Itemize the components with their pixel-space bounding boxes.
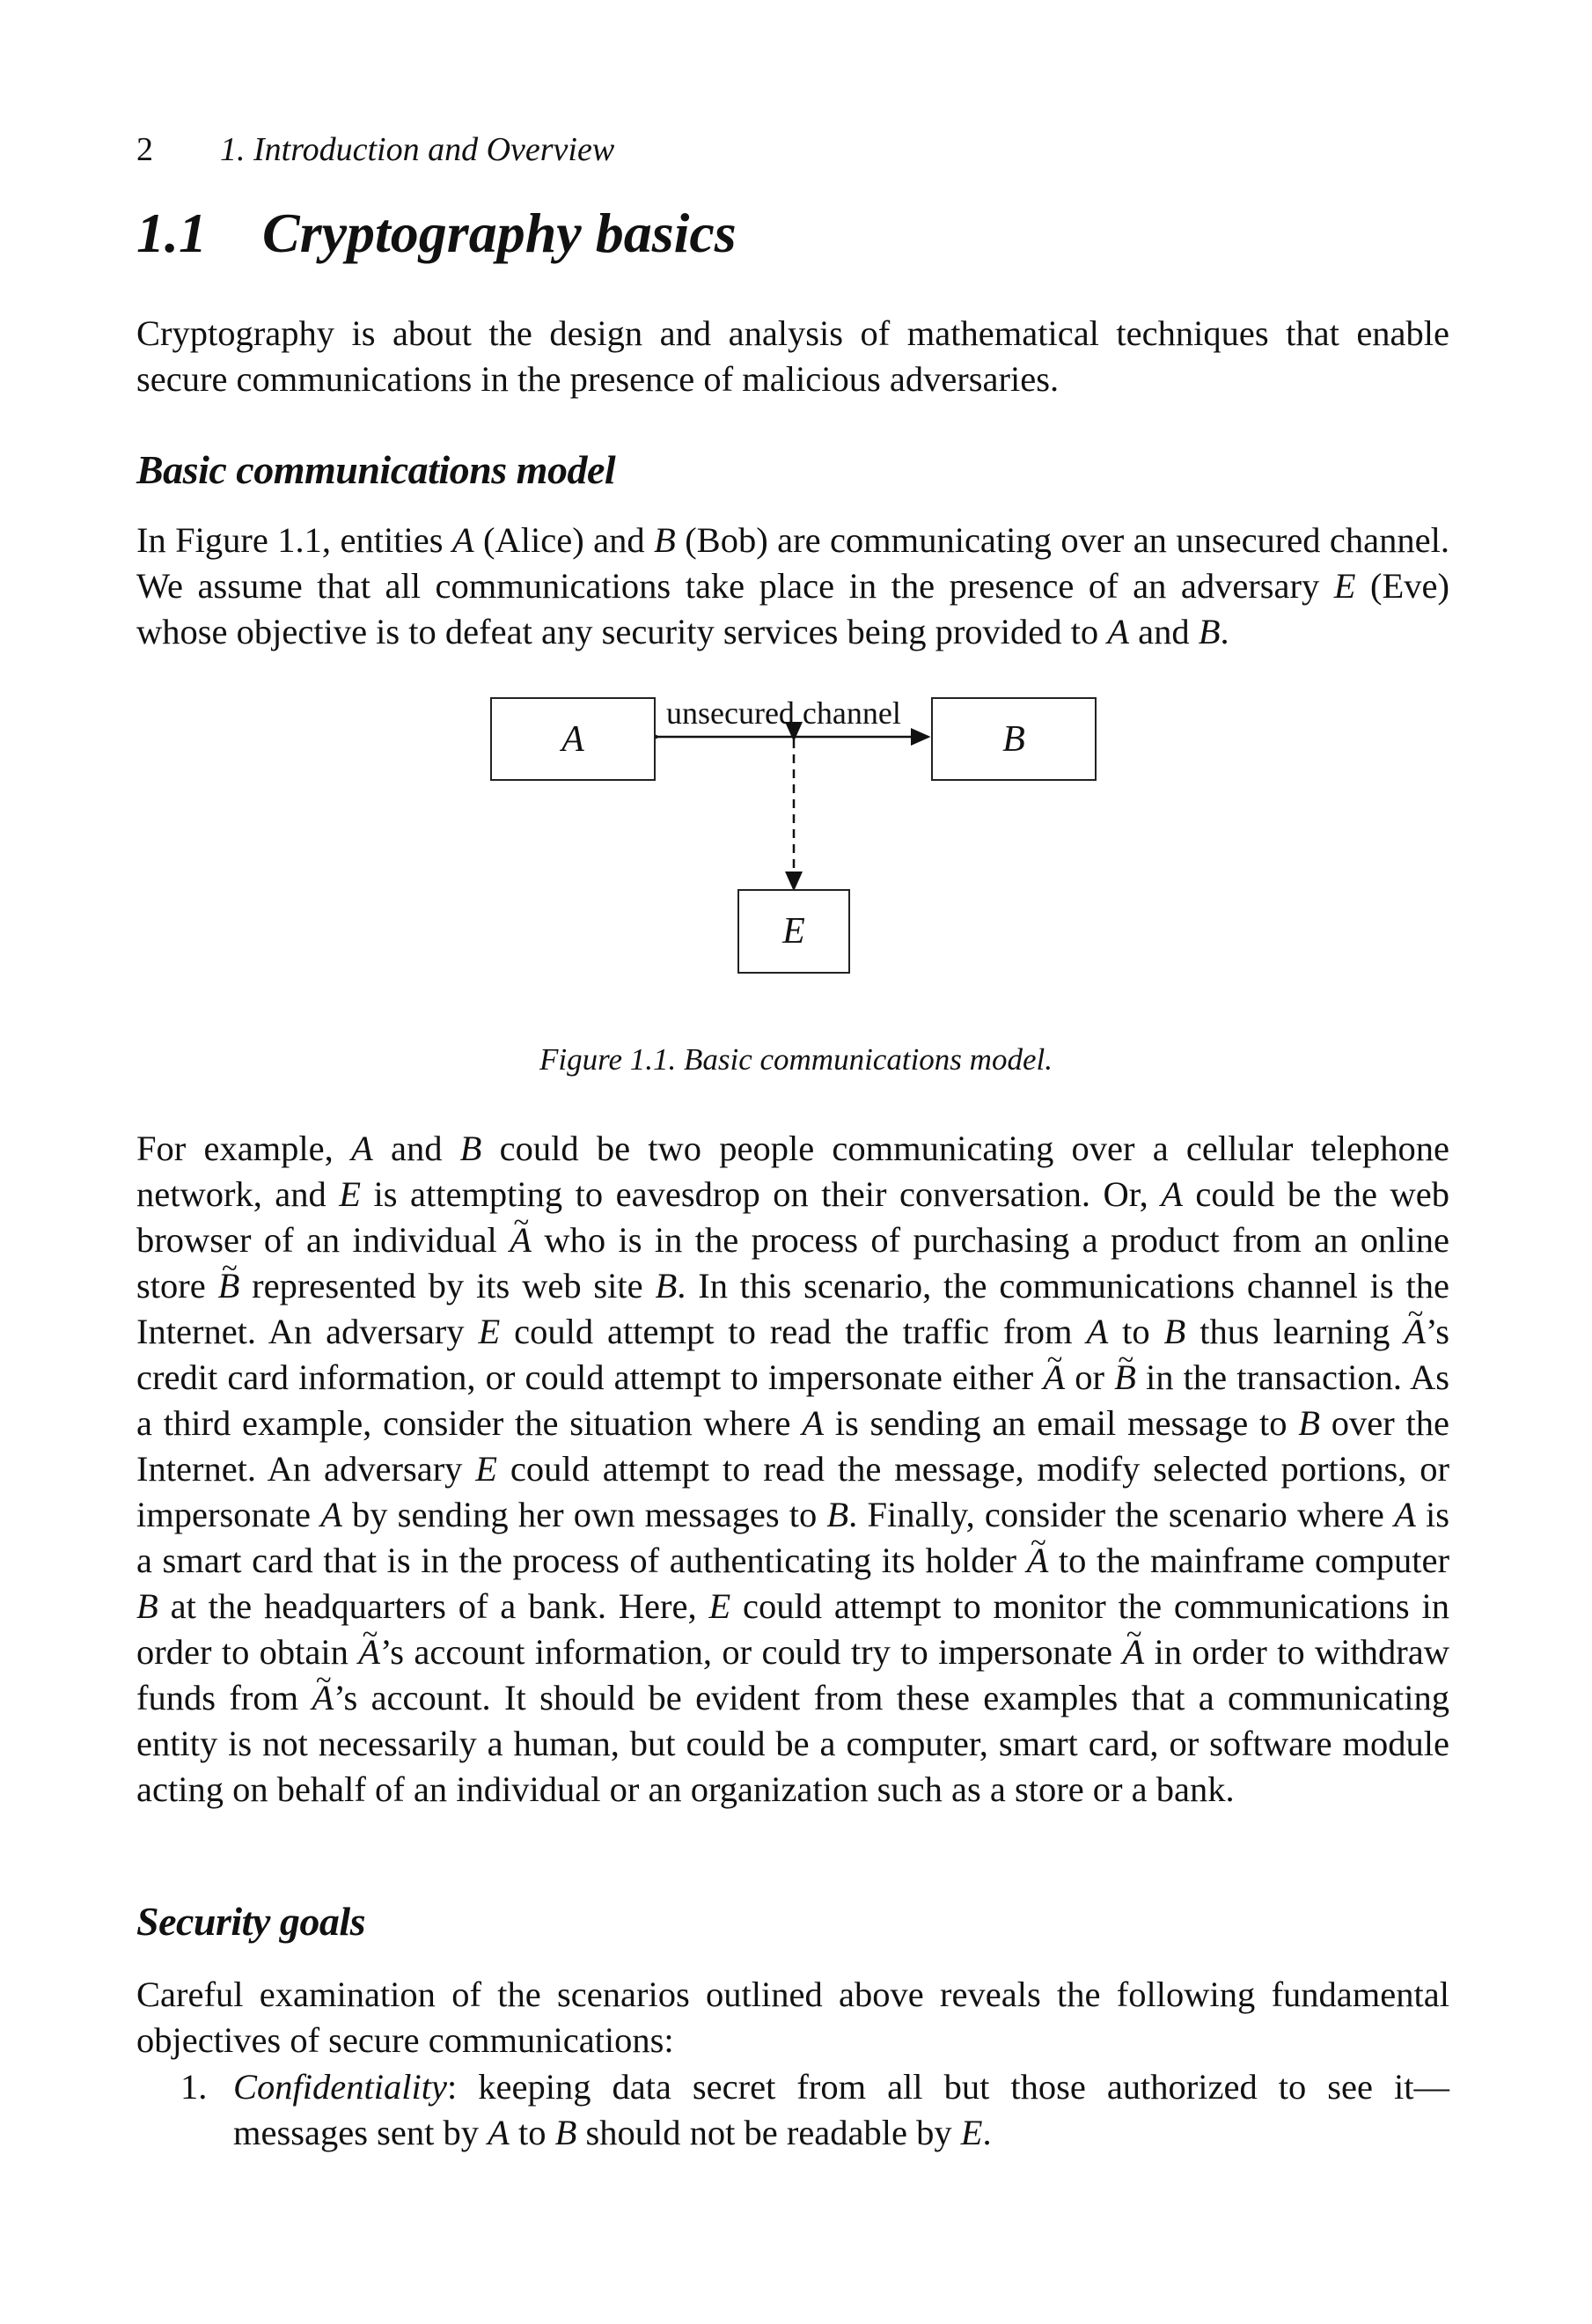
figure-communications-model (0, 687, 1592, 1004)
section-number: 1.1 (136, 202, 207, 264)
intro-paragraph: Cryptography is about the design and analysis of mathematical techniques that enable secure communications in the presence of malicious adversaries. (136, 313, 1449, 399)
subsection-heading-model: Basic communications model (136, 447, 616, 492)
entity-box-b: B (931, 697, 1097, 781)
channel-label: unsecured channel (666, 695, 901, 731)
list-item-number: 1. (180, 2067, 208, 2107)
section-heading (136, 201, 737, 266)
entity-box-a: A (490, 697, 656, 781)
running-title: 1. Introduction and Overview (220, 131, 615, 168)
goals-intro-paragraph: Careful examination of the scenarios outlined above reveals the following fundamental objectives of secure communications: (136, 1975, 1449, 2060)
subsection-heading-goals: Security goals (136, 1899, 366, 1944)
figure-caption: Figure 1.1. Basic communications model. (539, 1042, 1053, 1077)
running-header (136, 130, 614, 169)
page-number: 2 (136, 131, 153, 168)
list-item-body: Confidentiality: keeping data secret from all but those authorized to see it—messages sent by A to B should not be readable by E. (233, 2067, 1449, 2152)
section-title: Cryptography basics (262, 202, 737, 264)
example-paragraph: For example, A and B could be two people communicating over a cellular telephone network, and E is attempting to eavesdrop on their conversation. Or, A could be the web browser of an individual ~ A who is in the process of purchasing a product from an online store ~ B represented by its web site B. In this scenario, the communications channel is the Internet. An adversary E could attempt to read the traffic from A to B thus learning ~ A’s credit card information, or could attempt to impersonate either ~ A or ~ B in the transaction. As a third example, consider the situation where A is sending an email message to B over the Internet. An adversary E could attempt to read the message, modify selected portions, or impersonate A by sending her own messages to B. Finally, consider the scenario where A is a smart card that is in the process of authenticating its holder ~ A to the mainframe computer B at the headquarters of a bank. Here, E could attempt to monitor the communications in order to obtain ~ A’s account information, or could try to impersonate ~ A in order to withdraw funds from ~ A’s account. It should be evident from these examples that a communicating entity is not necessarily a human, but could be a computer, smart card, or software module acting on behalf of an individual or an organization such as a store or a bank. (136, 1126, 1449, 1813)
model-paragraph: In Figure 1.1, entities A (Alice) and B (Bob) are communicating over an unsecured channel. We assume that all communications take place in the presence of an adversary E (Eve) whose objective is to defeat any security services being provided to A and B. (136, 520, 1449, 651)
entity-box-e: E (737, 889, 850, 974)
goals-list-item (180, 2064, 1449, 2156)
